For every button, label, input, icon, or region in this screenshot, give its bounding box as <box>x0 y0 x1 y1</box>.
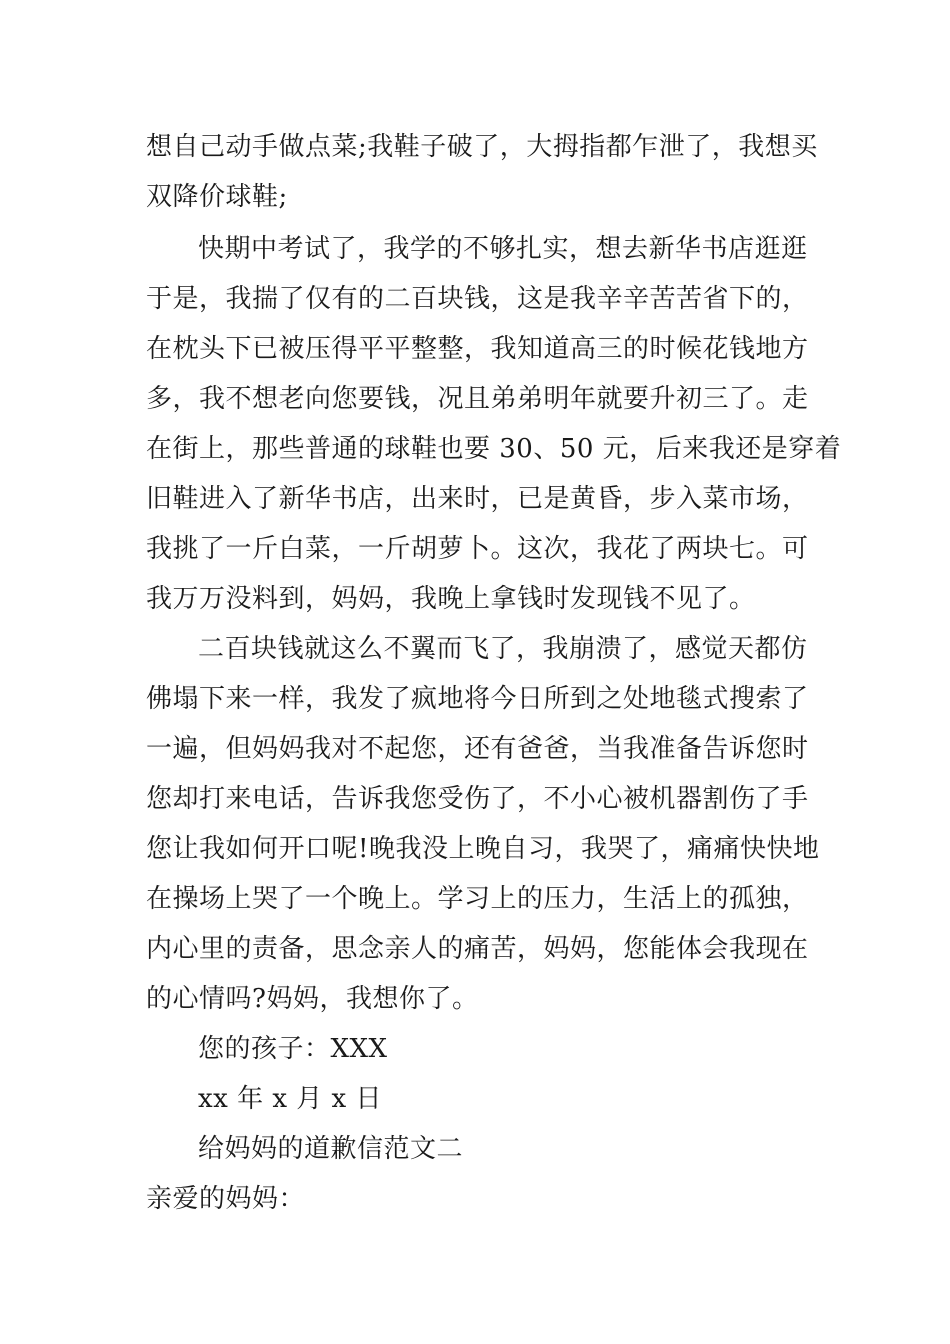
paragraph-start-line: 快期中考试了，我学的不够扎实，想去新华书店逛逛 <box>198 234 808 264</box>
text-line: 一遍，但妈妈我对不起您，还有爸爸，当我准备告诉您时 <box>146 734 809 764</box>
text-line: 于是，我揣了仅有的二百块钱，这是我辛辛苦苦省下的， <box>146 284 809 314</box>
text-line: 在街上，那些普通的球鞋也要 30、50 元，后来我还是穿着 <box>146 434 842 464</box>
text-line: 我万万没料到，妈妈，我晚上拿钱时发现钱不见了。 <box>146 584 756 614</box>
paragraph-start-line: 二百块钱就这么不翼而飞了，我崩溃了，感觉天都仿 <box>198 634 808 664</box>
text-line: 多，我不想老向您要钱，况且弟弟明年就要升初三了。走 <box>146 384 809 414</box>
signature-line: 您的孩子：XXX <box>198 1034 388 1064</box>
section-title: 给妈妈的道歉信范文二 <box>198 1134 464 1164</box>
text-line: 的心情吗?妈妈，我想你了。 <box>146 984 479 1014</box>
text-line: 我挑了一斤白菜，一斤胡萝卜。这次，我花了两块七。可 <box>146 534 809 564</box>
text-line: 想自己动手做点菜;我鞋子破了，大拇指都乍泄了，我想买 <box>146 132 818 162</box>
text-line: 您让我如何开口呢!晚我没上晚自习，我哭了，痛痛快快地 <box>146 834 820 864</box>
text-line: 在操场上哭了一个晚上。学习上的压力，生活上的孤独， <box>146 884 809 914</box>
text-line: 在枕头下已被压得平平整整，我知道高三的时候花钱地方 <box>146 334 809 364</box>
text-line: 旧鞋进入了新华书店，出来时，已是黄昏，步入菜市场， <box>146 484 809 514</box>
salutation-line: 亲爱的妈妈： <box>146 1184 306 1214</box>
text-line: 双降价球鞋; <box>146 182 288 212</box>
text-line: 内心里的责备，思念亲人的痛苦，妈妈，您能体会我现在 <box>146 934 809 964</box>
text-line: 佛塌下来一样，我发了疯地将今日所到之处地毯式搜索了 <box>146 684 809 714</box>
text-line: 您却打来电话，告诉我您受伤了，不小心被机器割伤了手 <box>146 784 809 814</box>
date-line: xx 年 x 月 x 日 <box>198 1084 382 1114</box>
